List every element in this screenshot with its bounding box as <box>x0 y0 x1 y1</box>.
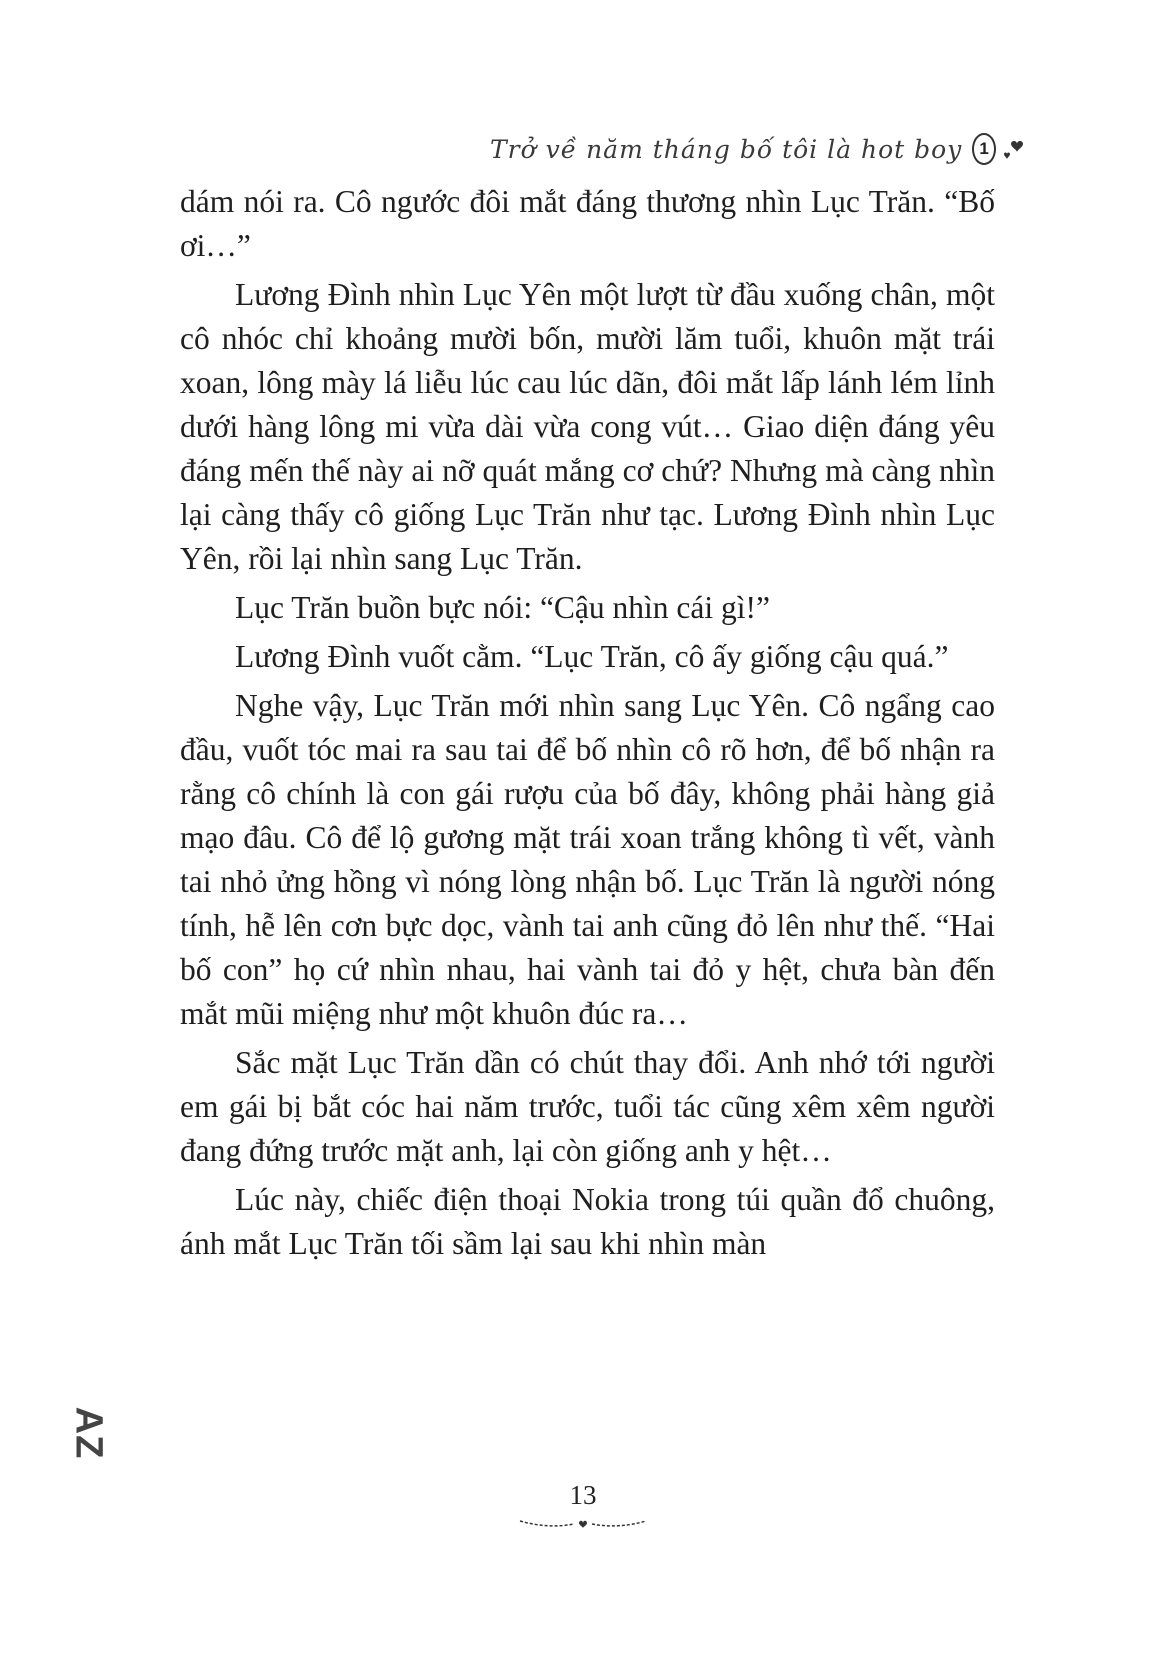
paragraph-3: Lục Trăn buồn bực nói: “Cậu nhìn cái gì!” <box>235 590 770 625</box>
book-title: Trở về năm tháng bố tôi là hot boy <box>490 134 963 164</box>
paragraph-1: dám nói ra. Cô ngước đôi mắt đáng thương nhìn Lục Trăn. “Bố ơi…” <box>180 184 995 263</box>
paragraph-4: Lương Đình vuốt cằm. “Lục Trăn, cô ấy giống cậu quá.” <box>235 639 949 674</box>
page-number: 13 <box>569 1480 597 1510</box>
body-text <box>180 180 995 1271</box>
page-footer <box>483 1480 683 1531</box>
heart-icon <box>1002 134 1020 164</box>
paragraph-7: Lúc này, chiếc điện thoại Nokia trong túi quần đổ chuông, ánh mắt Lục Trăn tối sầm lại sau khi nhìn màn <box>180 1182 995 1261</box>
volume-badge: 1 <box>972 133 996 165</box>
paragraph-6: Sắc mặt Lục Trăn dần có chút thay đổi. Anh nhớ tới người em gái bị bắt cóc hai năm trước, tuổi tác cũng xêm xêm người đang đứng trước mặt anh, lại còn giống anh y hệt… <box>180 1045 995 1168</box>
paragraph-2: Lương Đình nhìn Lục Yên một lượt từ đầu xuống chân, một cô nhóc chỉ khoảng mười bốn, mười lăm tuổi, khuôn mặt trái xoan, lông mày lá liễu lúc cau lúc dãn, đôi mắt lấp lánh lém lỉnh dưới hàng lông mi vừa dài vừa cong vút… Giao diện đáng yêu đáng mến thế này ai nỡ quát mắng cơ chứ? Nhưng mà càng nhìn lại càng thấy cô giống Lục Trăn như tạc. Lương Đình nhìn Lục Yên, rồi lại nhìn sang Lục Trăn. <box>180 277 995 576</box>
running-header <box>490 124 1020 174</box>
footer-ornament-icon <box>518 1517 648 1531</box>
paragraph-5: Nghe vậy, Lục Trăn mới nhìn sang Lục Yên. Cô ngẩng cao đầu, vuốt tóc mai ra sau tai để bố nhìn cô rõ hơn, để bố nhận ra rằng cô chính là con gái rượu của bố đây, không phải hàng giả mạo đâu. Cô để lộ gương mặt trái xoan trắng không tì vết, vành tai nhỏ ửng hồng vì nóng lòng nhận bố. Lục Trăn là người nóng tính, hễ lên cơn bực dọc, vành tai anh cũng đỏ lên như thế. “Hai bố con” họ cứ nhìn nhau, hai vành tai đỏ y hệt, chưa bàn đến mắt mũi miệng như một khuôn đúc ra… <box>180 688 995 1031</box>
publisher-logo <box>64 1368 112 1498</box>
publisher-logo-text: AZ <box>67 1406 110 1460</box>
